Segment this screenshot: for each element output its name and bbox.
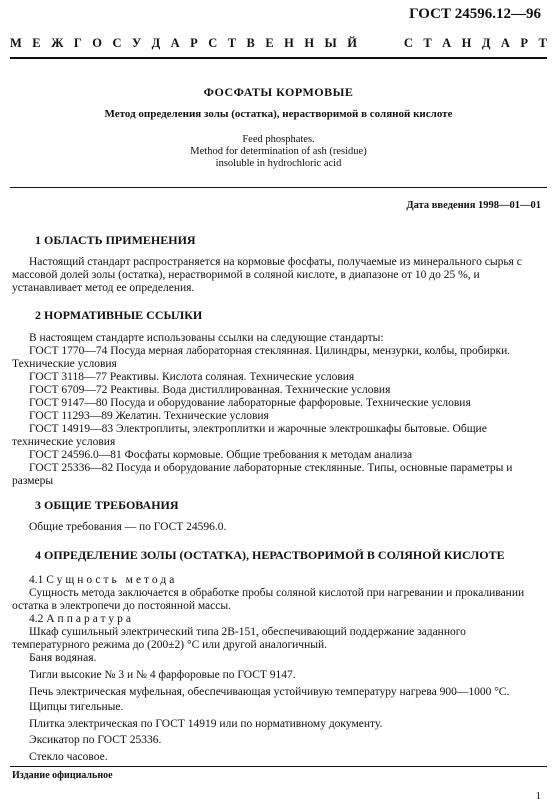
banner-letter: Т — [423, 36, 432, 50]
section-1-text: Настоящий стандарт распространяется на кормовые фосфаты, получаемые из минерального сырья с массовой долей золы (остатка), нерастворимой в соляной кислоте, в диапазоне от 10 до 25 %, и устанавливает метод ее определения. — [12, 256, 522, 294]
banner-letter: А — [170, 36, 180, 50]
introduction-date: Дата введения 1998—01—01 — [406, 200, 541, 211]
banner-spacer — [367, 36, 393, 51]
banner-letter: Р — [190, 36, 198, 50]
english-title-line: insoluble in hydrochloric acid — [215, 158, 342, 169]
section-2-intro: В настоящем стандарте использованы ссылки на следующие стандарты: — [29, 332, 384, 344]
section-3-text: Общие требования — по ГОСТ 24596.0. — [29, 521, 227, 533]
banner-letter: Т — [227, 36, 237, 50]
banner-letter: Д — [151, 36, 161, 50]
section-1-heading: 1 ОБЛАСТЬ ПРИМЕНЕНИЯ — [35, 233, 196, 247]
apparatus-item: Шкаф сушильный электрический типа 2В-151, обеспечивающий поддержание заданного температурного режима до (200±2) °С или другой аналогичный. — [12, 626, 466, 651]
banner-letter: Е — [265, 36, 274, 50]
banner-letter: Ж — [51, 36, 64, 50]
official-edition-label: Издание официальное — [12, 770, 113, 781]
subsection-4-1-text: Сущность метода заключается в обработке пробы соляной кислотой при нагревании и прокаливании остатка в электропечи до постоянной массы. — [12, 587, 525, 612]
banner-letter: Т — [538, 36, 547, 50]
section-2-heading: 2 НОРМАТИВНЫЕ ССЫЛКИ — [35, 308, 203, 322]
reference-item: ГОСТ 14919—83 Электроплиты, электроплитки и жарочные электрошкафы бытовые. Общие технические условия — [12, 423, 487, 448]
banner-letter: Й — [347, 36, 357, 50]
banner-letter: Р — [520, 36, 529, 50]
document-subtitle: Метод определения золы (остатка), нерастворимой в соляной кислоте — [104, 108, 453, 120]
page-number: 1 — [535, 790, 541, 802]
subsection-title: Сущность метода — [46, 574, 178, 586]
banner-letter: Г — [73, 36, 82, 50]
banner-letter: А — [500, 36, 510, 50]
apparatus-item: Баня водяная. — [29, 652, 97, 664]
banner-letter: М — [10, 36, 22, 50]
banner-letter: Е — [32, 36, 41, 50]
banner-letter: У — [131, 36, 142, 50]
reference-item: ГОСТ 9147—80 Посуда и оборудование лабораторные фарфоровые. Технические условия — [29, 397, 471, 409]
apparatus-item: Эксикатор по ГОСТ 25336. — [29, 734, 162, 746]
apparatus-item: Щипцы тигельные. — [29, 701, 124, 713]
banner-letter: О — [92, 36, 103, 50]
subsection-number: 4.2 — [29, 613, 44, 625]
header-rule — [10, 57, 547, 59]
banner-letter: Д — [481, 36, 491, 50]
reference-item: ГОСТ 25336—82 Посуда и оборудование лабораторные стеклянные. Типы, основные параметры и размеры — [12, 462, 513, 487]
apparatus-item: Плитка электрическая по ГОСТ 14919 или по нормативному документу. — [29, 718, 383, 730]
reference-item: ГОСТ 1770—74 Посуда мерная лабораторная стеклянная. Цилиндры, мензурки, колбы, пробирки. Технические условия — [12, 345, 511, 370]
banner-letter: Н — [304, 36, 315, 50]
standard-number: ГОСТ 24596.12—96 — [409, 6, 541, 22]
reference-item: ГОСТ 24596.0—81 Фосфаты кормовые. Общие требования к методам анализа — [29, 449, 413, 461]
banner-letter: С — [208, 36, 218, 50]
title-rule — [10, 187, 547, 188]
reference-item: ГОСТ 3118—77 Реактивы. Кислота соляная. Технические условия — [29, 371, 355, 383]
subsection-title: Аппаратура — [46, 613, 135, 625]
reference-item: ГОСТ 11293—89 Желатин. Технические условия — [29, 410, 269, 422]
english-title-line: Feed phosphates. — [242, 134, 315, 145]
banner-letter: В — [246, 36, 255, 50]
banner-letter: Ы — [324, 36, 337, 50]
subsection-4-2-heading — [12, 613, 545, 626]
section-4-heading: 4 ОПРЕДЕЛЕНИЕ ЗОЛЫ (ОСТАТКА), НЕРАСТВОРИМОЙ В СОЛЯНОЙ КИСЛОТЕ — [35, 548, 505, 562]
banner-letter: Н — [461, 36, 472, 50]
reference-item: ГОСТ 6709—72 Реактивы. Вода дистиллированная. Технические условия — [29, 384, 391, 396]
interstate-standard-banner — [10, 36, 547, 51]
section-3-heading: 3 ОБЩИЕ ТРЕБОВАНИЯ — [35, 498, 179, 512]
footer-rule — [10, 766, 547, 767]
subsection-4-1-heading — [12, 574, 545, 587]
apparatus-item: Тигли высокие № 3 и № 4 фарфоровые по ГОСТ 9147. — [29, 669, 296, 681]
document-title: ФОСФАТЫ КОРМОВЫЕ — [203, 85, 354, 99]
apparatus-item: Стекло часовое. — [29, 751, 108, 763]
banner-letter: С — [112, 36, 122, 50]
banner-letter: Н — [284, 36, 294, 50]
banner-letter: С — [403, 36, 413, 50]
subsection-number: 4.1 — [29, 574, 44, 586]
english-title-line: Method for determination of ash (residue) — [190, 146, 367, 157]
apparatus-item: Печь электрическая муфельная, обеспечивающая устойчивую температуру нагрева 900—1000 °С. — [29, 686, 510, 698]
banner-letter: А — [442, 36, 452, 50]
